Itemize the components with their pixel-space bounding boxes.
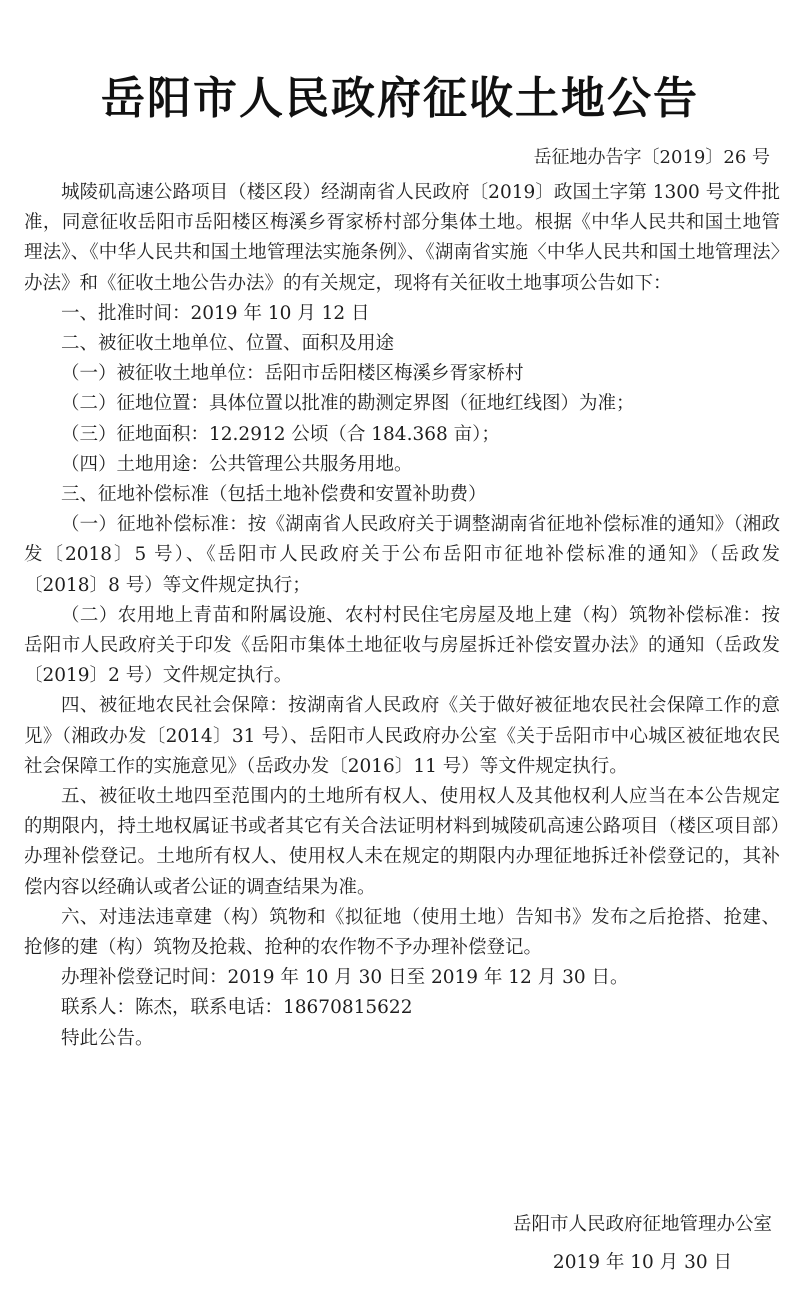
illegal-construction: 六、对违法违章建（构）筑物和《拟征地（使用土地）告知书》发布之后抢搭、抢建、抢修的建（构）筑物及抢栽、抢种的农作物不予办理补偿登记。	[24, 906, 780, 959]
notice-body	[24, 178, 780, 1054]
crops-building-compensation: （二）农用地上青苗和附属设施、农村村民住宅房屋及地上建（构）筑物补偿标准：按岳阳市人民政府关于印发《岳阳市集体土地征收与房屋拆迁补偿安置办法》的通知（岳政发〔2019〕2 号）文件规定执行。	[24, 604, 780, 687]
land-use: （四）土地用途：公共管理公共服务用地。	[61, 453, 413, 475]
land-area: （三）征地面积：12.2912 公顷（合 184.368 亩）；	[61, 423, 500, 445]
contact-info: 联系人：陈杰，联系电话：18670815622	[61, 997, 413, 1019]
section-heading-compensation: 三、征地补偿标准（包括土地补偿费和安置补助费）	[61, 484, 487, 506]
document-number: 岳征地办告字〔2019〕26 号	[533, 147, 770, 168]
notice-title: 岳阳市人民政府征收土地公告	[101, 73, 699, 124]
issue-date: 2019 年 10 月 30 日	[552, 1252, 732, 1273]
compensation-standard: （一）征地补偿标准：按《湖南省人民政府关于调整湖南省征地补偿标准的通知》（湘政发〔2018〕5 号）、《岳阳市人民政府关于公布岳阳市征地补偿标准的通知》（岳政发〔2018〕8 号）等文件规定执行；	[24, 514, 780, 596]
issuing-office: 岳阳市人民政府征地管理办公室	[512, 1214, 772, 1235]
intro-paragraph: 城陵矶高速公路项目（楼区段）经湖南省人民政府〔2019〕政国土字第 1300 号文件批准，同意征收岳阳市岳阳楼区梅溪乡胥家桥村部分集体土地。根据《中华人民共和国土地管理法》、《中华人民共和国土地管理法实施条例》、《湖南省实施〈中华人民共和国土地管理法〉办法》和《征收土地公告办法》的有关规定，现将有关征收土地事项公告如下：	[24, 182, 780, 294]
land-unit: （一）被征收土地单位：岳阳市岳阳楼区梅溪乡胥家桥村	[61, 363, 524, 385]
registration-time: 办理补偿登记时间：2019 年 10 月 30 日至 2019 年 12 月 30 日。	[61, 967, 629, 989]
signoff-block	[513, 1206, 772, 1282]
land-location: （二）征地位置：具体位置以批准的勘测定界图（征地红线图）为准；	[61, 393, 635, 415]
section-heading-land-info: 二、被征收土地单位、位置、面积及用途	[61, 333, 395, 355]
closing-phrase: 特此公告。	[61, 1027, 154, 1049]
approval-time: 一、批准时间：2019 年 10 月 12 日	[61, 302, 370, 324]
registration-requirement: 五、被征收土地四至范围内的土地所有权人、使用权人及其他权利人应当在本公告规定的期限内，持土地权属证书或者其它有关合法证明材料到城陵矶高速公路项目（楼区项目部）办理补偿登记。土地所有权人、使用权人未在规定的期限内办理征地拆迁补偿登记的，其补偿内容以经确认或者公证的调查结果为准。	[24, 786, 780, 898]
social-security: 四、被征地农民社会保障：按湖南省人民政府《关于做好被征地农民社会保障工作的意见》（湘政办发〔2014〕31 号）、岳阳市人民政府办公室《关于岳阳市中心城区被征地农民社会保障工作的实施意见》（岳政办发〔2016〕11 号）等文件规定执行。	[24, 695, 780, 777]
